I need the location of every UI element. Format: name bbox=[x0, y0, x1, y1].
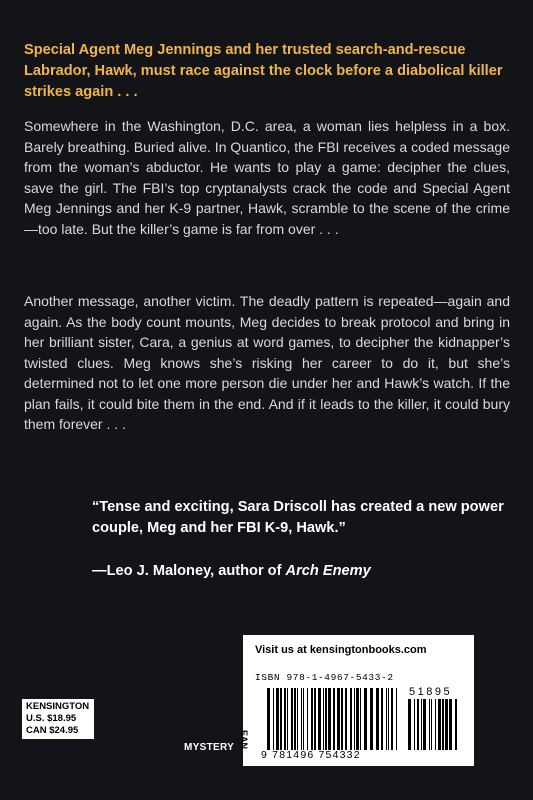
synopsis-paragraph-2: Another message, another victim. The deadly pattern is repeated—again and again. As the body count mounts, Meg decides to break protocol and bring in her brilliant sister, Cara, a genius at word games, to decipher the kidnapper’s twisted clues. Meg knows she’s risking her career to do it, but she’s determined not to let one more person die under her and Hawk’s watch. If the plan fails, it could bite them in the end. And if it leads to the killer, it could bury them forever . . . bbox=[24, 293, 510, 432]
barcode-bar bbox=[388, 688, 389, 750]
genre-label: MYSTERY bbox=[184, 742, 235, 753]
attribution-book-title: Arch Enemy bbox=[285, 563, 371, 579]
barcode-bar bbox=[303, 688, 304, 750]
barcode-bar bbox=[273, 688, 274, 750]
barcode-bar bbox=[291, 688, 293, 750]
barcode-bar bbox=[417, 699, 419, 750]
barcode-bar bbox=[429, 699, 430, 750]
barcode-bar bbox=[438, 699, 441, 750]
barcode-bar bbox=[311, 688, 313, 750]
barcode-bar bbox=[414, 699, 415, 750]
barcode-bar bbox=[301, 688, 302, 750]
barcode-bar bbox=[280, 688, 282, 750]
barcode-bar bbox=[370, 688, 373, 750]
barcode-bar bbox=[431, 699, 432, 750]
barcode-bar bbox=[276, 688, 279, 750]
barcode-bar bbox=[421, 699, 422, 750]
barcode-bar bbox=[381, 688, 383, 750]
barcode-bar bbox=[333, 688, 335, 750]
attribution-prefix: —Leo J. Maloney, author of bbox=[92, 563, 286, 579]
barcode-bar bbox=[325, 688, 327, 750]
barcode-bar bbox=[284, 688, 286, 750]
barcode-bar bbox=[341, 688, 343, 750]
tagline: Special Agent Meg Jennings and her trusted search-and-rescue Labrador, Hawk, must race against the clock before a diabolical killer strikes again . . . bbox=[24, 42, 503, 100]
blurb-attribution bbox=[92, 561, 512, 582]
barcode-bar bbox=[345, 688, 347, 750]
barcode-bar bbox=[354, 688, 355, 750]
barcode-bar bbox=[364, 688, 367, 750]
publisher-name: KENSINGTON bbox=[26, 701, 90, 712]
blurb-quote: “Tense and exciting, Sara Driscoll has created a new power couple, Meg and her FBI K-9, Hawk.” bbox=[92, 499, 504, 536]
barcode-bar bbox=[307, 688, 308, 750]
price-addon-barcode bbox=[408, 699, 460, 750]
barcode-bar bbox=[314, 688, 316, 750]
barcode-bar bbox=[267, 688, 270, 750]
isbn-text: ISBN 978-1-4967-5433-2 bbox=[255, 672, 394, 683]
us-price: U.S. $18.95 bbox=[26, 713, 77, 724]
barcode-bar bbox=[391, 688, 393, 750]
barcode-bar bbox=[442, 699, 444, 750]
barcode-panel bbox=[239, 635, 474, 766]
barcode-bar bbox=[356, 688, 359, 750]
addon-price-code: 51895 bbox=[409, 686, 453, 698]
barcode-bar bbox=[396, 688, 397, 750]
barcode-bar bbox=[435, 699, 436, 750]
barcode-bar bbox=[360, 688, 361, 750]
ean-label: EAN bbox=[239, 730, 249, 750]
barcode-digits: 9 781496 754332 bbox=[261, 749, 361, 761]
barcode-bar bbox=[297, 688, 298, 750]
barcode-bar bbox=[350, 688, 352, 750]
barcode-bar bbox=[376, 688, 379, 750]
barcode-bar bbox=[318, 688, 321, 750]
barcode-bar bbox=[294, 688, 296, 750]
can-price: CAN $24.95 bbox=[26, 725, 79, 736]
barcode-bar bbox=[337, 688, 340, 750]
barcode-bar bbox=[386, 688, 387, 750]
barcode-bar bbox=[449, 699, 452, 750]
publisher-url: Visit us at kensingtonbooks.com bbox=[255, 644, 427, 656]
synopsis-paragraph-1: Somewhere in the Washington, D.C. area, a woman lies helpless in a box. Barely breathing. Buried alive. In Quantico, the FBI receives a coded message from the woman’s abductor. He wants to play a game: decipher the clues, save the girl. The FBI’s top cryptanalysts crack the code and Special Agent Meg Jennings and her K-9 partner, Hawk, scramble to the scene of the crime—too late. But the killer’s game is far from over . . . bbox=[24, 118, 510, 237]
barcode-bar bbox=[323, 688, 324, 750]
barcode-bar bbox=[445, 699, 448, 750]
barcode-bar bbox=[408, 699, 411, 750]
barcode-bar bbox=[455, 699, 457, 750]
barcode-bar bbox=[328, 688, 331, 750]
barcode-bar bbox=[287, 688, 288, 750]
barcode-bar bbox=[423, 699, 426, 750]
price-box bbox=[22, 699, 94, 739]
isbn-barcode bbox=[267, 688, 399, 750]
